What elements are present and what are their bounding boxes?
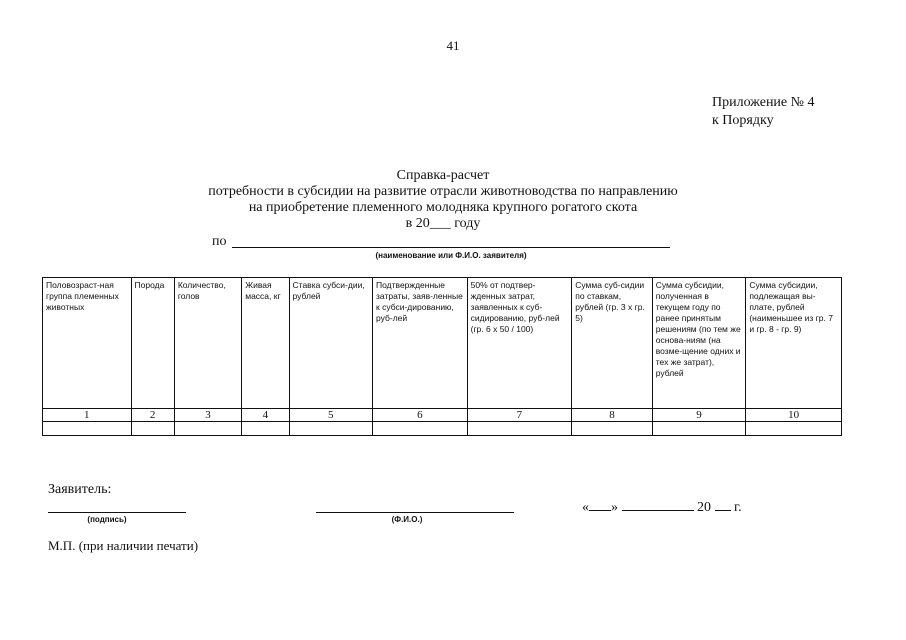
header-cell: Живая масса, кг [242,278,289,409]
applicant-name-caption: (наименование или Ф.И.О. заявителя) [375,251,527,260]
table-cell[interactable] [652,422,746,436]
column-number-row [43,409,842,422]
column-number: 3 [174,409,241,422]
header-cell: Ставка субси-дии, рублей [289,278,373,409]
table-cell[interactable] [572,422,653,436]
date-year-field[interactable] [715,498,731,511]
column-number: 1 [43,409,132,422]
header-cell: 50% от подтвер-жденных затрат, заявленных к суб-сидированию, руб-лей (гр. 6 x 50 / 100) [467,278,572,409]
title-line-2: потребности в субсидии на развитие отрасли животноводства по направлению [208,184,678,199]
applicant-name-field[interactable] [232,247,670,248]
appendix-line-2: к Порядку [712,113,774,128]
header-cell: Сумма субсидии, полученная в текущем году по ранее принятым решениям (по тем же основа-ниям (на возме-щение одних и тех же затрат), рублей [652,278,746,409]
date-year-prefix: 20 [697,500,711,515]
table-row [43,422,842,436]
column-number: 4 [242,409,289,422]
table-cell[interactable] [467,422,572,436]
table-cell[interactable] [174,422,241,436]
signature-field[interactable] [48,512,186,513]
stamp-note: М.П. (при наличии печати) [48,538,199,553]
column-number: 5 [289,409,373,422]
date-month-field[interactable] [622,498,694,511]
fio-caption: (Ф.И.О.) [391,515,423,524]
header-cell: Порода [131,278,174,409]
table-header-row [43,278,842,409]
header-cell: Подтвержденные затраты, заяв-ленные к субси-дированию, руб-лей [373,278,468,409]
column-number: 6 [373,409,468,422]
calculation-table [42,277,842,436]
table-cell[interactable] [242,422,289,436]
page-number: 41 [446,38,460,53]
table-cell[interactable] [373,422,468,436]
table-cell[interactable] [746,422,842,436]
table-cell[interactable] [131,422,174,436]
title-line-3: на приобретение племенного молодняка крупного рогатого скота [248,200,638,215]
date-close-quote: » [611,500,618,515]
date-day-field[interactable] [589,498,611,511]
applicant-prefix: по [212,234,227,249]
table-cell[interactable] [43,422,132,436]
document-title [120,168,766,232]
column-number: 9 [652,409,746,422]
header-cell: Количество, голов [174,278,241,409]
applicant-label: Заявитель: [48,482,112,497]
title-line-4: в 20___ году [405,216,481,231]
column-number: 10 [746,409,842,422]
header-cell: Сумма суб-сидии по ставкам, рублей (гр. 3 x гр. 5) [572,278,653,409]
appendix-line-1: Приложение № 4 [712,95,815,110]
column-number: 8 [572,409,653,422]
table-cell[interactable] [289,422,373,436]
date-year-suffix: г. [734,500,742,515]
title-line-1: Справка-расчет [396,168,490,183]
date-field [582,498,742,516]
header-cell: Половозраст-ная группа племенных животных [43,278,132,409]
header-cell: Сумма субсидии, подлежащая вы-плате, рублей (наименьшее из гр. 7 и гр. 8 - гр. 9) [746,278,842,409]
signature-caption: (подпись) [87,515,127,524]
appendix-reference [712,94,815,130]
column-number: 2 [131,409,174,422]
fio-field[interactable] [316,512,514,513]
date-open-quote: « [582,500,589,515]
column-number: 7 [467,409,572,422]
